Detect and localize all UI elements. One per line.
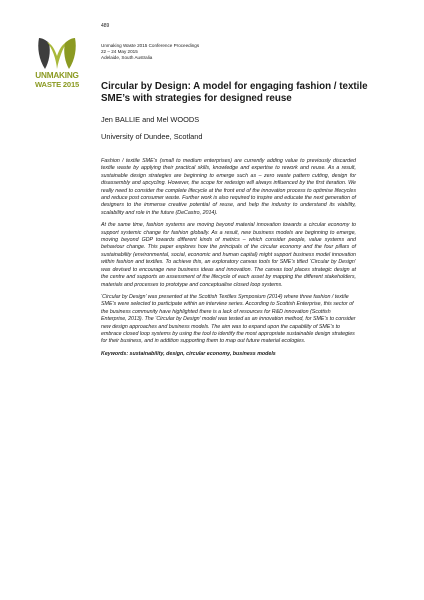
conference-info — [101, 43, 199, 61]
logo-line-2: WASTE 2015 — [34, 80, 79, 89]
paper-authors: Jen BALLIE and Mel WOODS — [101, 115, 200, 124]
abstract-paragraph: At the same time, fashion systems are moving beyond material innovation towards a circular economy to support systemic change for fashion globally. As a result, new business models are beginning to emerge, moving beyond GDP towards different kinds of metrics – which consider people, value systems and behaviour change. This paper explores how the principals of the circular economy and the four pillars of sustainability (environmental, social, economic and human capital) might support business model innovation within fashion and textiles. To achieve this, an exploratory canvas tools for SME’s titled ‘Circular by Design’ was devised to encourage new business ideas and innovation. The canvas tool places strategic design at the centre and supports an assessment of the lifecycle of each asset by mapping the different stakeholders, materials and processes to prototype and conceptualise closed loop systems. — [101, 222, 356, 288]
conference-location: Adelaide, South Australia — [101, 55, 153, 60]
page-number: 489 — [101, 23, 110, 29]
logo-mark-icon — [32, 36, 82, 72]
abstract — [101, 158, 356, 363]
logo-line-1: UNMAKING — [35, 71, 79, 80]
conference-logo — [32, 36, 82, 94]
paper-title: Circular by Design: A model for engaging fashion / textile SME’s with strategies for designed reuse — [101, 81, 368, 104]
paper-affiliation: University of Dundee, Scotland — [101, 132, 203, 141]
abstract-paragraph: ‘Circular by Design’ was presented at the Scottish Textiles Symposium (2014) where three fashion / textile SME’s were selected to participate within an interview series. According to Scottish Enterprise, this sector of the business community have highlighted there is a lack of resources for R&D innovation (Scottish Enterprise, 2013). The ‘Circular by Design’ model was tested as an innovation method, for SME’s to consider new design approaches and business models. The aim was to expand upon the capability of SME’s to embrace closed loop systems by using the tool to identify the most appropriate sustainable design strategies for their business, and in addition supporting them to map out future material ecologies. — [101, 293, 356, 345]
keywords: Keywords: sustainability, design, circular economy, business models — [101, 350, 276, 357]
conference-dates: 22 – 24 May 2015 — [101, 49, 138, 54]
conference-name: Unmaking Waste 2015 Conference Proceedings — [101, 43, 200, 48]
abstract-paragraph: Fashion / textile SME’s (small to medium enterprises) are currently adding value to previously discarded textile waste by applying their practical skills, knowledge and expertise to rework and reuse. As a result, sustainable design strategies are beginning to emerge such as – zero waste pattern cutting, design for disassembly and upcycling. However, the scope for redesign will always influenced by the first iteration. We really need to consider the complete lifecycle at the front end of the innovation process to optimise lifecycles and reduce post consumer waste. Further work is also required to inspire and educate the next generation of designers to the immense creative potential of reuse, and help the industry to understand its viability, scalability and role in the future (DeCastro, 2014). — [101, 158, 356, 216]
